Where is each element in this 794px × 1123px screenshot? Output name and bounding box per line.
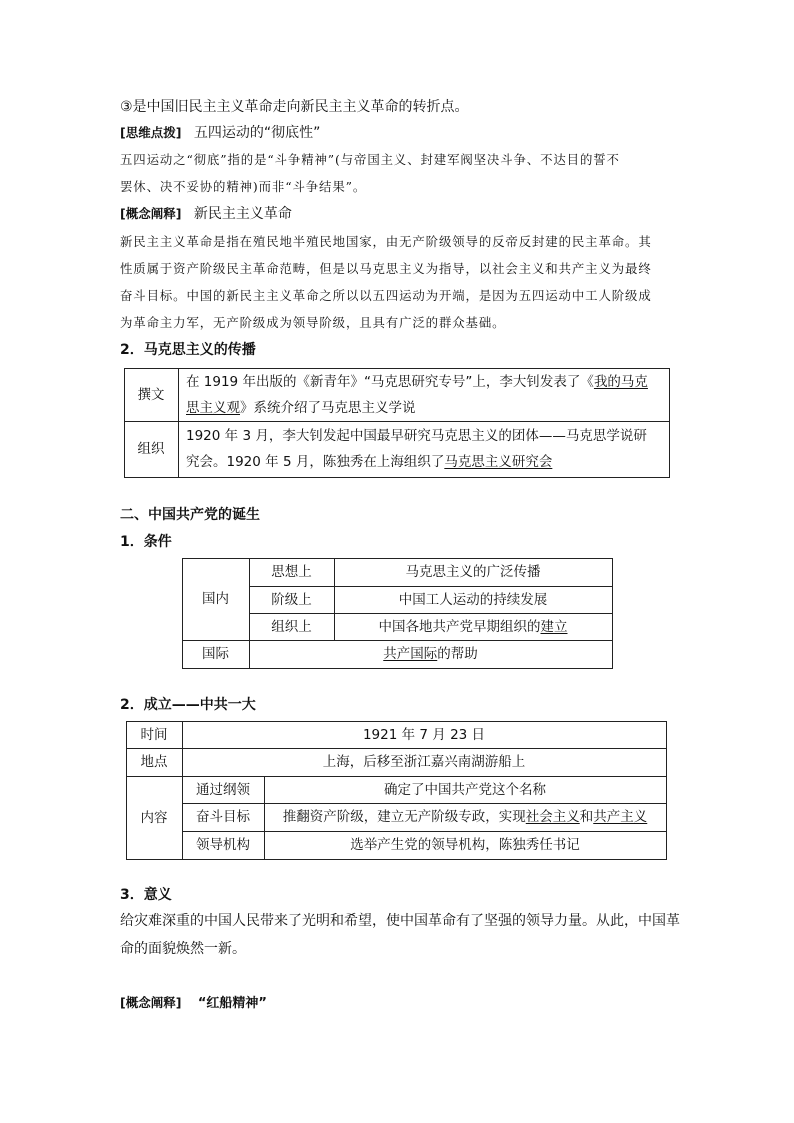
significance-line-2: 命的面貌焕然一新。 [120,941,246,957]
section-heading-party-birth: 二、中国共产党的诞生 [120,507,260,523]
concept-body-line-4: 为革命主力军，无产阶级成为领导阶级，且具有广泛的群众基础。 [120,315,506,330]
heading-significance: 3．意义 [120,887,172,903]
cell-leadership-value: 选举产生党的领导机构，陈独秀任书记 [350,837,580,853]
writing-text-b: 》系统介绍了马克思主义学说 [240,399,416,416]
cell-time-label: 时间 [140,726,168,743]
cell-organization-text [180,421,666,477]
cell-leadership-label: 领导机构 [196,837,250,853]
cell-label-organization: 组织 [137,441,165,457]
goal-socialism: 社会主义 [525,809,580,825]
tip-title: 五四运动的“彻底性” [193,125,321,141]
comintern: 共产国际 [383,646,438,662]
cell-class-value: 中国工人运动的持续发展 [398,591,548,608]
cell-place-value: 上海，后移至浙江嘉兴南湖游船上 [322,754,526,770]
writing-text-book-1: 我的马克 [593,373,648,390]
concept-title-1: 新民主主义革命 [193,206,292,222]
concept-title-red-boat: “红船精神” [197,996,267,1011]
writing-text-a: 在 1919 年出版的《新青年》“马克思研究专号”上，李大钊发表了《 [186,373,594,390]
cell-place-label: 地点 [140,754,168,770]
org-text-society: 马克思主义研究会 [444,454,553,470]
org-text-a: 1920 年 3 月，李大钊发起中国最早研究马克思主义的团体——马克思学说研 [186,428,647,444]
heading-founding: 2．成立——中共一大 [120,697,256,713]
text-line-transition-point: ③是中国旧民主主义革命走向新民主主义革命的转折点。 [120,99,469,115]
cell-time-value: 1921 年 7 月 23 日 [362,726,486,743]
cell-goal-value [264,803,666,831]
cell-label-writing: 撰文 [137,386,165,403]
cell-content-label: 内容 [140,809,168,826]
concept-body-line-2: 性质属于资产阶级民主革命范畴，但是以马克思主义为指导，以社会主义和共产主义为最终 [120,261,652,276]
tag-gainian-2: [概念阐释] [120,995,182,1010]
concept-body-line-1: 新民主主义革命是指在殖民地半殖民地国家，由无产阶级领导的反帝反封建的民主革命。其 [120,234,652,249]
cell-program-value: 确定了中国共产党这个名称 [384,781,546,798]
goal-communism: 共产主义 [593,809,648,825]
goal-value-a: 推翻资产阶级，建立无产阶级专政，实现 [282,809,526,825]
tip-heading [120,124,320,142]
cell-international-value [249,640,612,668]
cell-writing-text [180,368,666,421]
concept-body-line-3: 奋斗目标。中国的新民主主义革命之所以以五四运动为开端，是因为五四运动中工人阶级成 [120,288,652,303]
cell-ideology-value: 马克思主义的广泛传播 [405,564,541,580]
writing-text-book-2: 思主义观 [186,399,240,416]
org-text-b: 究会。1920 年 5 月，陈独秀在上海组织了 [186,454,445,470]
cell-program-label: 通过纲领 [196,781,250,798]
heading-marxism-spread: 2．马克思主义的传播 [120,342,256,358]
org-value-established: 建立 [540,618,568,635]
intl-value-b: 的帮助 [437,646,478,662]
cell-organization-value [334,613,612,640]
cell-goal-label: 奋斗目标 [196,809,250,825]
tag-siwei: [思维点拨] [120,125,182,140]
cell-class-label: 阶级上 [271,591,312,608]
tip-body-line-2: 罢休、决不妥协的精神)而非“斗争结果”。 [120,179,367,194]
goal-and: 和 [579,809,594,825]
cell-domestic-label: 国内 [202,591,229,607]
tag-gainian: [概念阐释] [120,206,182,221]
org-value-a: 中国各地共产党早期组织的 [378,618,541,635]
cell-international-label: 国际 [202,646,229,662]
cell-organization-label: 组织上 [271,618,312,635]
significance-line-1: 给灾难深重的中国人民带来了光明和希望，使中国革命有了坚强的领导力量。从此，中国革 [120,913,680,929]
cell-ideology-label: 思想上 [271,564,312,580]
concept-heading-2 [120,994,267,1013]
tip-body-line-1: 五四运动之“彻底”指的是“斗争精神”(与帝国主义、封建军阀坚决斗争、不达目的誓不 [120,152,620,167]
concept-heading-1 [120,205,292,223]
heading-conditions: 1．条件 [120,534,172,550]
